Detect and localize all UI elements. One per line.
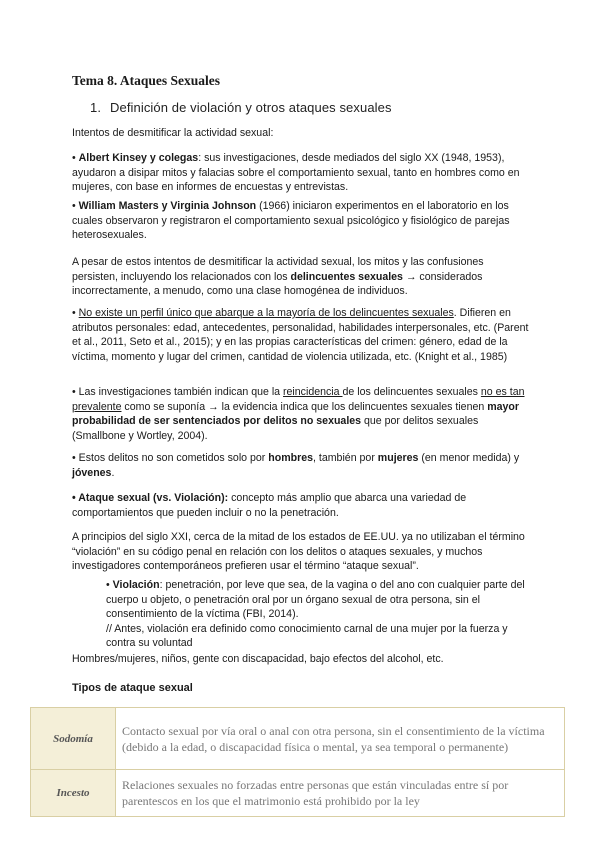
section-heading	[90, 100, 392, 115]
cometidos-paragraph: • Estos delitos no son cometidos solo por hombres, también por mujeres (en menor medida) y jóvenes.	[72, 452, 520, 479]
tipos-table	[30, 707, 565, 817]
siglo-paragraph: A principios del siglo XXI, cerca de la mitad de los estados de EE.UU. ya no utilizaban el término “violación” en su código penal en relación con los delitos o ataques sexuales, y muchos investigadores contemporáneos prefieren usar el término “ataque sexual”.	[72, 531, 525, 573]
perfil-paragraph: • No existe un perfil único que abarque a la mayoría de los delincuentes sexuales. Difieren en atributos personales: edad, antecedentes, personalidad, habilidades interpersonales, etc. (Parent et al., 2011, Seto et al., 2015); y en las propias características del crimen: género, edad de la víctima, momento y lugar del crimen, cantidad de violencia utilizada, etc. (Knight et al., 1985)	[72, 307, 529, 363]
pesar-paragraph: A pesar de estos intentos de desmitificar la actividad sexual, los mitos y las confusiones persisten, incluyendo los relacionados con los delincuentes sexuales → considerados incorrectamente, a menudo, como una clase homogénea de individuos.	[72, 256, 484, 298]
table-definition: Contacto sexual por vía oral o anal con otra persona, sin el consentimiento de la víctima (debido a la edad, o discapacidad física o mental, ya sea temporal o permanente)	[116, 708, 565, 770]
masters-paragraph: • William Masters y Virginia Johnson (1966) iniciaron experimentos en el laboratorio en los cuales observaron y registraron el comportamiento sexual psicológico y fisiológico de parejas heterosexuales.	[72, 200, 510, 242]
reincidencia-paragraph: • Las investigaciones también indican que la reincidencia de los delincuentes sexuales no es tan prevalente como se suponía → la evidencia indica que los delincuentes sexuales tienen mayor probabilidad de ser sentenciados por delitos no sexuales que por delitos sexuales (Smallbone y Wortley, 2004).	[72, 386, 525, 442]
kinsey-paragraph: • Albert Kinsey y colegas: sus investigaciones, desde mediados del siglo XX (1948, 1953), ayudaron a disipar mitos y falacias sobre el comportamiento sexual, tanto en hombres como en mujeres, con base en informes de encuestas y entrevistas.	[72, 152, 520, 194]
ataque-paragraph: • Ataque sexual (vs. Violación): concepto más amplio que abarca una variedad de comportamientos que pueden incluir o no la penetración.	[72, 492, 467, 519]
table-term: Incesto	[31, 770, 116, 817]
section-label: Definición de violación y otros ataques sexuales	[110, 100, 392, 115]
table-term: Sodomía	[31, 708, 116, 770]
table-row	[31, 708, 565, 770]
violacion-paragraph: • Violación: penetración, por leve que sea, de la vagina o del ano con cualquier parte del cuerpo u objeto, o penetración oral por un órgano sexual de otra persona, sin el consentimiento de la víctima (FBI, 2014). // Antes, violación era definido como conocimiento carnal de una mujer por la fuerza y contra su voluntad	[106, 579, 525, 650]
page-title: Tema 8. Ataques Sexuales	[72, 73, 221, 88]
intro-text: Intentos de desmitificar la actividad sexual:	[72, 127, 274, 139]
tipos-heading: Tipos de ataque sexual	[72, 682, 193, 694]
table-row	[31, 770, 565, 817]
masters-name: William Masters y Virginia Johnson	[78, 200, 257, 212]
violacion-note: // Antes, violación era definido como conocimiento carnal de una mujer por la fuerza y contra su voluntad	[106, 622, 508, 650]
hombres-line: Hombres/mujeres, niños, gente con discapacidad, bajo efectos del alcohol, etc.	[72, 653, 444, 665]
section-number: 1.	[90, 100, 102, 115]
kinsey-name: Albert Kinsey y colegas	[78, 152, 199, 164]
table-definition: Relaciones sexuales no forzadas entre personas que están vinculadas entre sí por parentescos en los que el matrimonio está prohibido por la ley	[116, 770, 565, 817]
